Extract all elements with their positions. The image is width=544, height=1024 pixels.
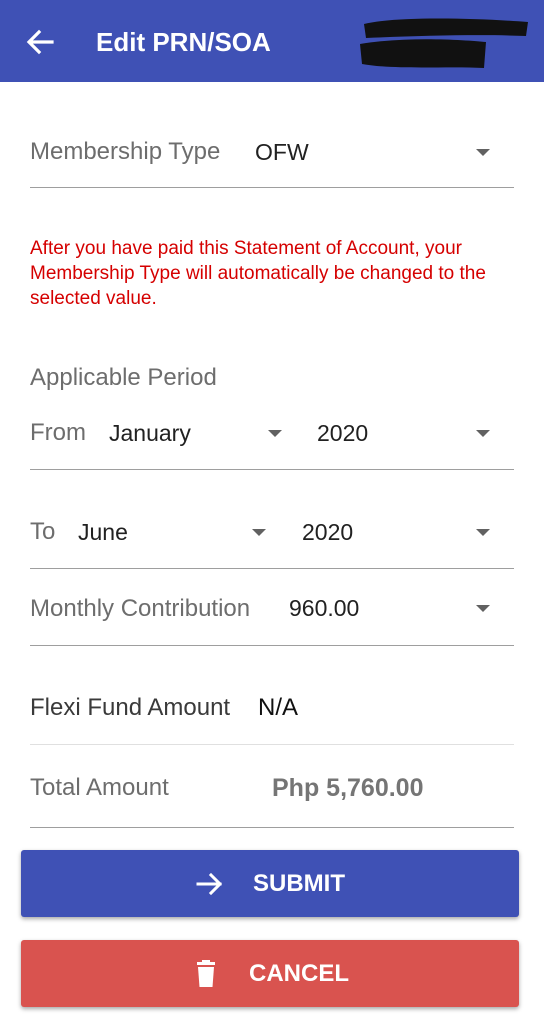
cancel-button[interactable] [21, 940, 519, 1007]
chevron-down-icon [476, 529, 490, 536]
to-year-value: 2020 [302, 519, 354, 545]
membership-type-label: Membership Type [30, 138, 221, 165]
flexi-fund-value[interactable]: N/A [258, 694, 299, 721]
flexi-fund-label: Flexi Fund Amount [30, 694, 231, 721]
membership-type-dropdown[interactable] [250, 130, 514, 174]
from-month-dropdown[interactable] [104, 412, 290, 456]
divider [30, 187, 514, 188]
to-month-dropdown[interactable] [73, 511, 275, 555]
monthly-contribution-dropdown[interactable] [284, 587, 514, 631]
monthly-contribution-label: Monthly Contribution [30, 595, 251, 622]
chevron-down-icon [476, 149, 490, 156]
cancel-button-label: CANCEL [249, 959, 349, 987]
page-title: Edit PRN/SOA [96, 27, 271, 57]
back-button[interactable] [22, 24, 58, 60]
arrow-back-icon [22, 24, 58, 60]
arrow-forward-icon [195, 869, 225, 899]
membership-warning-text: After you have paid this Statement of Account, your Membership Type will automatically be changed to the selected value. [30, 238, 486, 309]
chevron-down-icon [476, 430, 490, 437]
from-label: From [30, 419, 86, 446]
divider [30, 645, 514, 646]
total-amount-value: Php 5,760.00 [272, 774, 424, 802]
divider [30, 744, 514, 745]
chevron-down-icon [252, 529, 266, 536]
membership-type-value: OFW [255, 139, 309, 165]
to-month-value: June [78, 519, 128, 545]
trash-icon [191, 959, 221, 989]
chevron-down-icon [476, 605, 490, 612]
from-year-value: 2020 [317, 420, 369, 446]
redacted-account-mark [356, 14, 532, 70]
submit-button-label: SUBMIT [253, 869, 345, 897]
to-year-dropdown[interactable] [297, 511, 514, 555]
divider [30, 827, 514, 828]
chevron-down-icon [268, 430, 282, 437]
to-label: To [30, 518, 56, 545]
from-year-dropdown[interactable] [312, 412, 514, 456]
monthly-contribution-value: 960.00 [289, 595, 360, 621]
divider [30, 469, 514, 470]
app-bar [0, 0, 544, 82]
total-amount-label: Total Amount [30, 774, 169, 801]
applicable-period-heading: Applicable Period [30, 364, 217, 391]
from-month-value: January [109, 420, 191, 446]
submit-button[interactable] [21, 850, 519, 917]
divider [30, 568, 514, 569]
